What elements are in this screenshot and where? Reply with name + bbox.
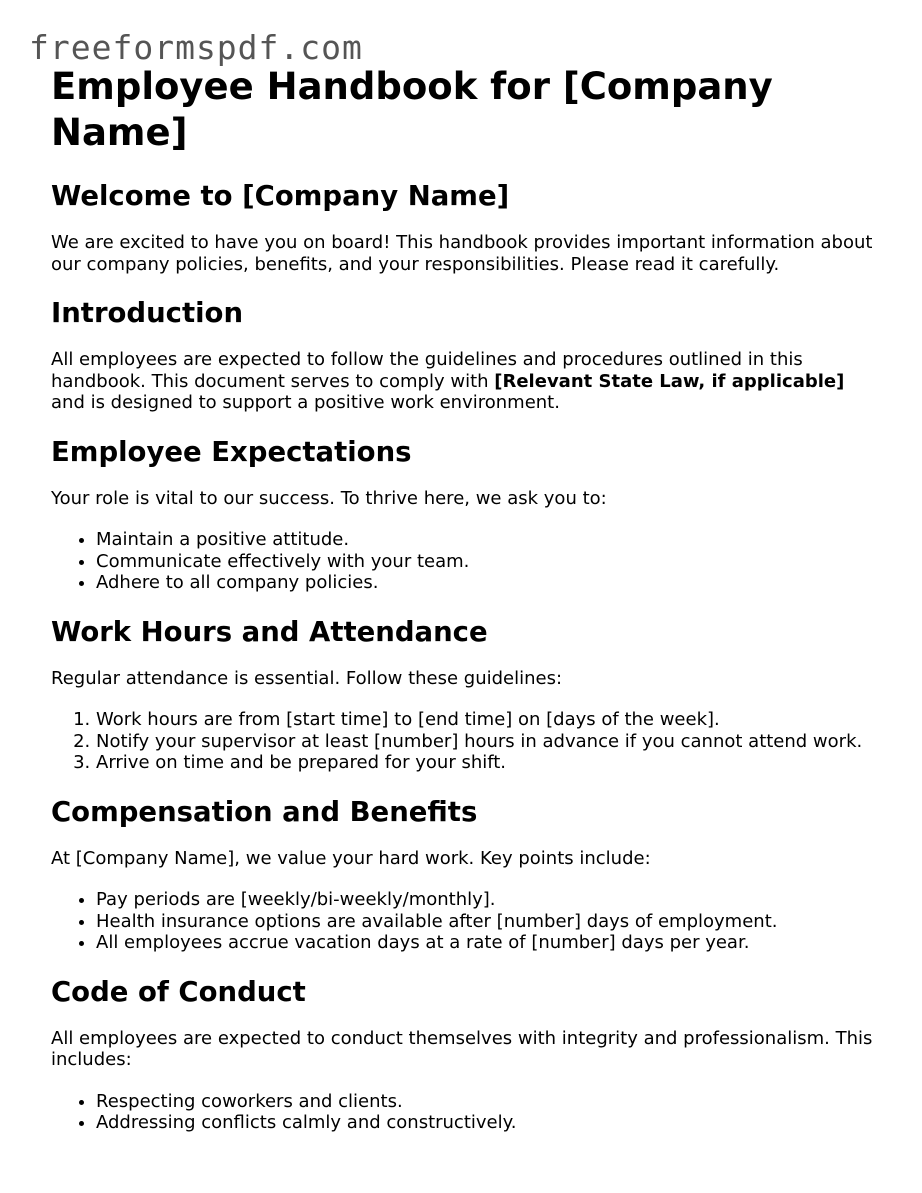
conduct-intro: All employees are expected to conduct themselves with integrity and professionalism. This includes: [51, 1027, 873, 1070]
hours-intro: Regular attendance is essential. Follow these guidelines: [51, 667, 563, 689]
introduction-text [51, 349, 881, 414]
list-item: 3. Arrive on time and be prepared for your shift. [96, 752, 881, 774]
section-expectations [51, 434, 881, 594]
section-conduct [51, 974, 881, 1134]
welcome-text: We are excited to have you on board! This handbook provides important information about our company policies, benefits, and your responsibilities. Please read it carefully. [51, 232, 873, 275]
conduct-heading: Code of Conduct [51, 975, 306, 1008]
expectations-intro: Your role is vital to our success. To thrive here, we ask you to: [51, 487, 607, 509]
expectations-list [51, 529, 881, 594]
welcome-heading: Welcome to [Company Name] [51, 180, 510, 212]
document-page [51, 64, 881, 1154]
list-item: • Communicate effectively with your team. [96, 551, 881, 573]
introduction-text-before: All employees are expected to follow the guidelines and procedures outlined in this handbook. This document serves to comply with [51, 349, 803, 392]
compensation-list [51, 889, 881, 954]
list-item: • Addressing conflicts calmly and constructively. [96, 1112, 881, 1134]
relevant-law-placeholder: [Relevant State Law, if applicable] [494, 370, 845, 392]
list-item: • All employees accrue vacation days at a rate of [number] days per year. [96, 932, 881, 954]
document-title: Employee Handbook for [Company Name] [51, 65, 773, 154]
compensation-intro: At [Company Name], we value your hard work. Key points include: [51, 847, 651, 869]
hours-list [51, 709, 881, 774]
list-item: • Pay periods are [weekly/bi-weekly/monthly]. [96, 889, 881, 911]
list-item: • Maintain a positive attitude. [96, 529, 881, 551]
watermark: freeformspdf.com [29, 28, 363, 67]
list-item: • Health insurance options are available after [number] days of employment. [96, 911, 881, 933]
introduction-text-after: and is designed to support a positive work environment. [51, 392, 560, 413]
list-item: 1. Work hours are from [start time] to [end time] on [days of the week]. [96, 709, 881, 731]
section-introduction [51, 295, 881, 414]
list-item: 2. Notify your supervisor at least [number] hours in advance if you cannot attend work. [96, 731, 881, 753]
hours-heading: Work Hours and Attendance [51, 615, 488, 648]
introduction-heading: Introduction [51, 297, 244, 329]
conduct-list [51, 1091, 881, 1134]
section-welcome [51, 178, 881, 275]
list-item: • Respecting coworkers and clients. [96, 1091, 881, 1113]
list-item: • Adhere to all company policies. [96, 572, 881, 594]
expectations-heading: Employee Expectations [51, 435, 412, 468]
section-hours [51, 614, 881, 774]
compensation-heading: Compensation and Benefits [51, 795, 478, 828]
section-compensation [51, 794, 881, 954]
